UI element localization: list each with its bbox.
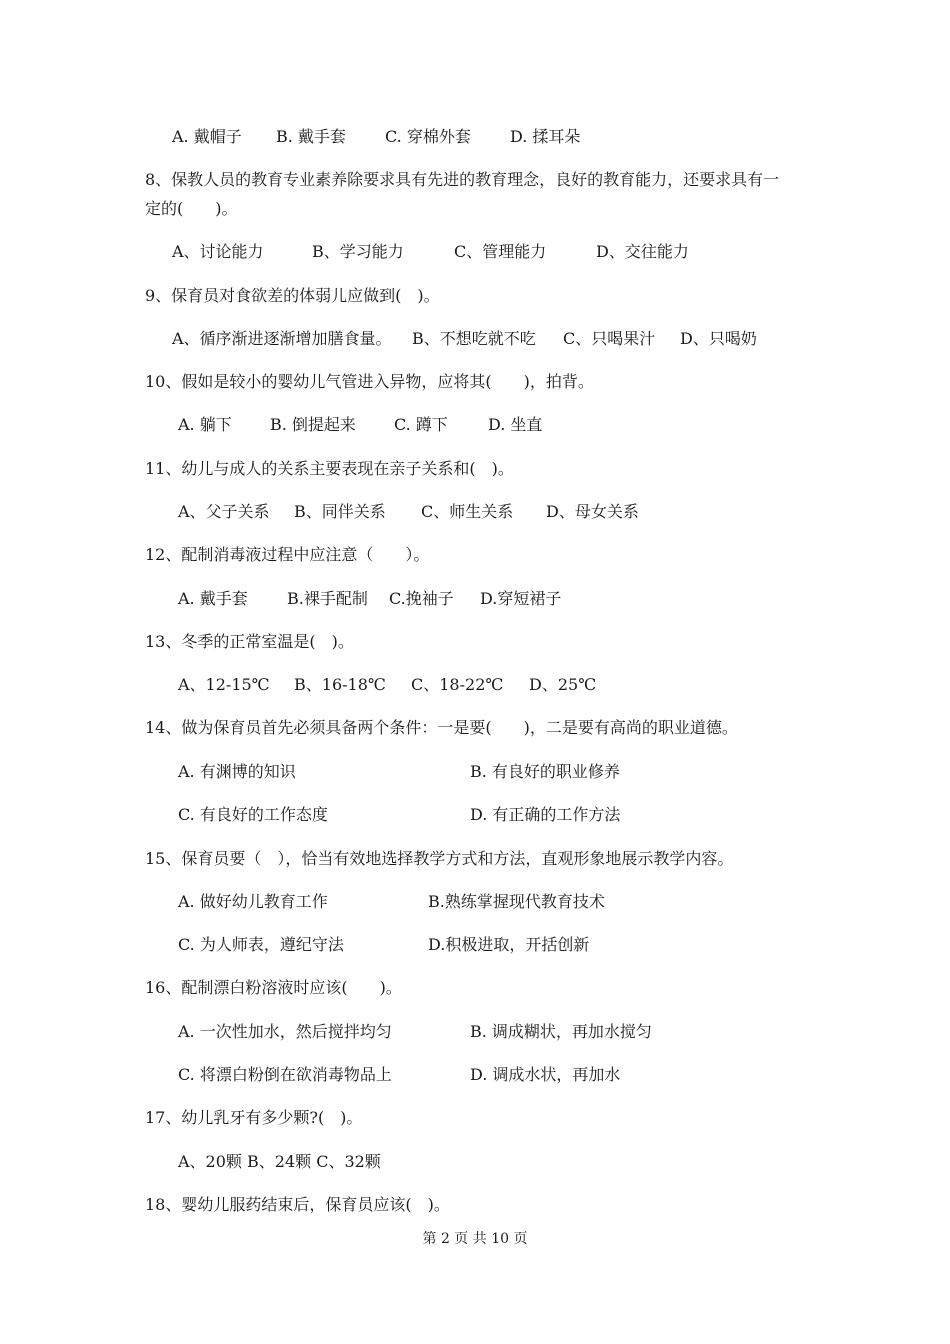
answer-option: A、讨论能力 [172, 242, 264, 261]
answer-option: A. 戴手套 [178, 589, 248, 608]
answer-option: B.裸手配制 [287, 589, 368, 608]
question-text: 8、保教人员的教育专业素养除要求具有先进的教育理念，良好的教育能力，还要求具有一 [145, 170, 780, 189]
answer-option: D、母女关系 [546, 502, 639, 521]
answer-option: A. 做好幼儿教育工作 [178, 892, 328, 911]
answer-option: B、同伴关系 [294, 502, 386, 521]
answer-option: A. 一次性加水，然后搅拌均匀 [178, 1022, 392, 1041]
answer-option: C、师生关系 [421, 502, 514, 521]
question-text: 13、冬季的正常室温是( )。 [145, 632, 354, 651]
answer-option: B.熟练掌握现代教育技术 [428, 892, 605, 911]
answer-option: D. 有正确的工作方法 [470, 805, 621, 824]
answer-option: B. 有良好的职业修养 [470, 762, 620, 781]
answer-option: A、20颗 B、24颗 C、32颗 [178, 1152, 381, 1171]
answer-option: D、25℃ [529, 675, 597, 694]
answer-option: D. 调成水状，再加水 [470, 1065, 621, 1084]
answer-option: D.积极进取，开括创新 [428, 935, 590, 954]
question-text: 定的( )。 [145, 199, 238, 218]
answer-option: A、父子关系 [178, 502, 270, 521]
answer-option: C. 蹲下 [394, 415, 448, 434]
answer-option: B. 戴手套 [276, 127, 346, 146]
answer-option: C、18-22℃ [411, 675, 504, 694]
answer-option: A. 躺下 [178, 415, 232, 434]
question-text: 18、婴幼儿服药结束后，保育员应该( )。 [145, 1195, 450, 1214]
answer-option: C. 有良好的工作态度 [178, 805, 328, 824]
answer-option: C.挽袖子 [389, 589, 454, 608]
question-text: 10、假如是较小的婴幼儿气管进入异物，应将其( )，拍背。 [145, 372, 594, 391]
question-text: 9、保育员对食欲差的体弱儿应做到( )。 [145, 286, 440, 305]
answer-option: C、管理能力 [454, 242, 547, 261]
answer-option: B、不想吃就不吃 [412, 329, 536, 348]
answer-option: D、只喝奶 [680, 329, 757, 348]
answer-option: A. 有渊博的知识 [178, 762, 296, 781]
question-text: 17、幼儿乳牙有多少颗?( )。 [145, 1108, 363, 1127]
answer-option: C. 穿棉外套 [385, 127, 471, 146]
answer-option: C、只喝果汁 [563, 329, 656, 348]
answer-option: D. 揉耳朵 [510, 127, 581, 146]
answer-option: C. 为人师表，遵纪守法 [178, 935, 344, 954]
question-text: 12、配制消毒液过程中应注意（ ）。 [145, 545, 430, 564]
answer-option: D、交往能力 [596, 242, 689, 261]
answer-option: D. 坐直 [488, 415, 543, 434]
question-text: 14、做为保育员首先必须具备两个条件：一是要( )，二是要有高尚的职业道德。 [145, 718, 738, 737]
answer-option: B、16-18℃ [294, 675, 386, 694]
answer-option: D.穿短裙子 [480, 589, 562, 608]
answer-option: A、12-15℃ [178, 675, 270, 694]
question-text: 11、幼儿与成人的关系主要表现在亲子关系和( )。 [145, 459, 514, 478]
answer-option: B、学习能力 [312, 242, 404, 261]
answer-option: A、循序渐进逐渐增加膳食量。 [172, 329, 392, 348]
answer-option: A. 戴帽子 [172, 127, 242, 146]
question-text: 16、配制漂白粉溶液时应该( )。 [145, 978, 402, 997]
answer-option: C. 将漂白粉倒在欲消毒物品上 [178, 1065, 392, 1084]
answer-option: B. 倒提起来 [270, 415, 356, 434]
answer-option: B. 调成糊状，再加水搅匀 [470, 1022, 652, 1041]
page-footer: 第 2 页 共 10 页 [422, 1231, 528, 1247]
question-text: 15、保育员要（ ），恰当有效地选择教学方式和方法，直观形象地展示教学内容。 [145, 849, 734, 868]
